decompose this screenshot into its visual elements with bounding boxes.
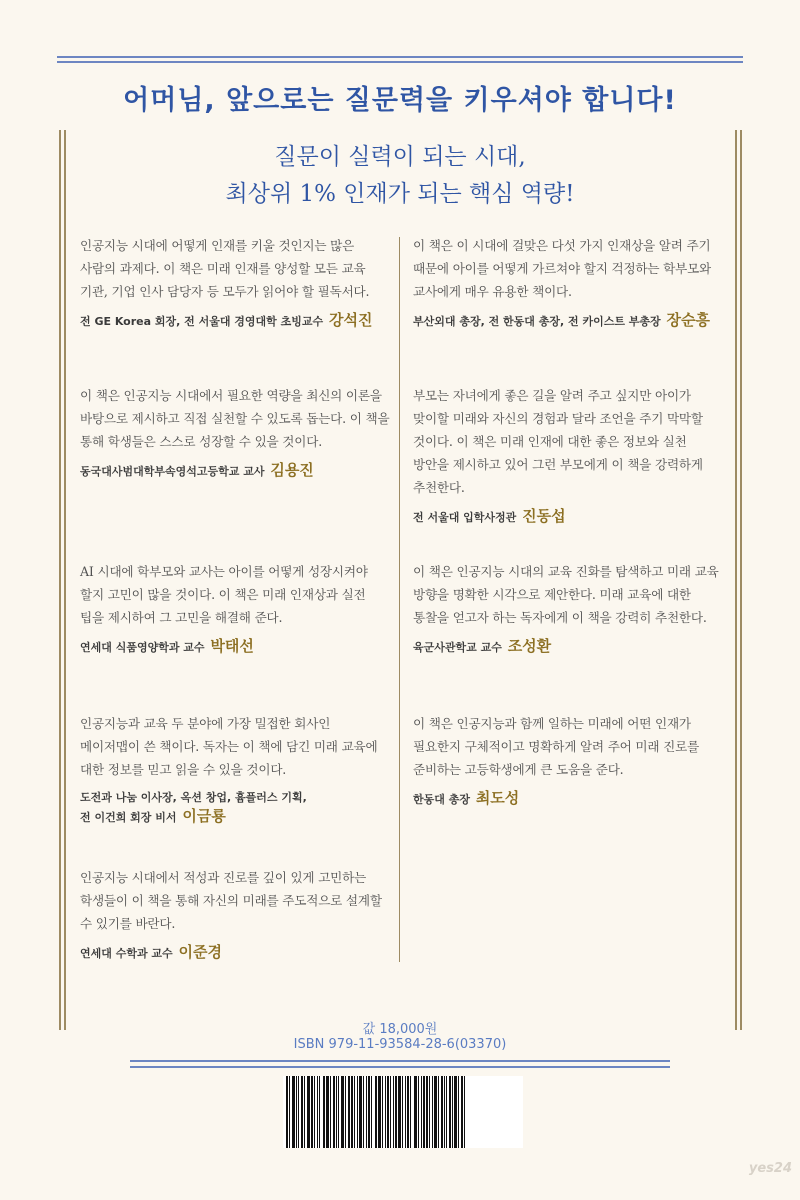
barcode-bar: [395, 1076, 397, 1148]
barcode-bar: [292, 1076, 295, 1148]
barcode-bar: [307, 1076, 310, 1148]
blurb-author-name: 김용진: [270, 461, 314, 479]
top-rule-upper: [57, 56, 743, 58]
barcode-bar: [317, 1076, 318, 1148]
barcode-bar: [454, 1076, 457, 1148]
barcode-bar: [426, 1076, 428, 1148]
blurb-author-name: 이준경: [178, 943, 222, 961]
blurb-text: 이 책은 인공지능 시대에서 필요한 역량을 최신의 이론을 바탕으로 제시하고 직접 실천할 수 있도록 돕는다. 이 책을 통해 학생들은 스스로 성장할 수 있을 것이다.: [80, 388, 390, 449]
blurb-text: 부모는 자녀에게 좋은 길을 알려 주고 싶지만 아이가 맞이할 미래와 자신의 경험과 달라 조언을 주기 막막할 것이다. 이 책은 미래 인재에 대한 좋은 정보와 실천 방안을 제시하고 있어 그런 부모에게 이 책을 강력하게 추천한다.: [413, 388, 703, 495]
blurb-author-name: 장순흥: [666, 311, 711, 329]
barcode-bar: [410, 1076, 411, 1148]
blurb-attribution: [80, 943, 390, 963]
watermark-logo: yes24: [748, 1161, 792, 1176]
blurb-right-3: [413, 560, 723, 657]
blurb-role: 연세대 수학과 교수: [80, 947, 173, 960]
barcode-bar: [385, 1076, 386, 1148]
blurb-author-name: 조성환: [507, 637, 552, 655]
barcode-bar: [407, 1076, 409, 1148]
barcode-bar: [345, 1076, 346, 1148]
blurb-text: 인공지능 시대에서 적성과 진로를 깊이 있게 고민하는 학생들이 이 책을 통해 자신의 미래를 주도적으로 설계할 수 있기를 바란다.: [80, 870, 382, 931]
barcode-bar: [323, 1076, 325, 1148]
barcode-bar: [378, 1076, 381, 1148]
barcode-bar: [326, 1076, 329, 1148]
barcode-bar: [368, 1076, 370, 1148]
blurb-text: 인공지능과 교육 두 분야에 가장 밀접한 회사인 메이저맵이 쓴 책이다. 독자는 이 책에 담긴 미래 교육에 대한 정보를 믿고 읽을 수 있을 것이다.: [80, 716, 378, 777]
barcode-bar: [429, 1076, 430, 1148]
blurb-text: 인공지능 시대에 어떻게 인재를 키울 것인지는 많은 사람의 과제다. 이 책은 미래 인재를 양성할 모든 교육 기관, 기업 인사 담당자 등 모두가 읽어야 할 필독서다.: [80, 238, 370, 299]
blurb-attribution: [80, 637, 390, 657]
blurb-role-line-1: 도전과 나눔 이사장, 옥션 창업, 흄플러스 기획,: [80, 791, 307, 804]
blurb-author-name: 강석진: [328, 311, 373, 329]
blurb-author-name: 이금룡: [182, 807, 226, 825]
barcode-bar: [366, 1076, 367, 1148]
barcode-bar: [363, 1076, 364, 1148]
barcode-bar: [286, 1076, 288, 1148]
blurb-role: 동국대사범대학부속영석고등학교 교사: [80, 465, 265, 478]
barcode-bar: [398, 1076, 401, 1148]
blurb-right-2: [413, 384, 723, 527]
blurb-right-1: [413, 234, 723, 331]
blurb-right-4: [413, 712, 723, 809]
barcode-bar: [393, 1076, 394, 1148]
barcode-bar: [434, 1076, 437, 1148]
barcode-bar: [333, 1076, 335, 1148]
barcode-bar: [421, 1076, 422, 1148]
isbn-label: ISBN 979-11-93584-28-6(03370): [293, 1037, 507, 1052]
isbn-barcode: [283, 1076, 523, 1148]
frame-left-inner: [64, 130, 66, 1030]
barcode-bar: [311, 1076, 313, 1148]
blurb-role: 육군사관학교 교수: [413, 641, 502, 654]
barcode-bar: [461, 1076, 463, 1148]
blurb-left-2: [80, 384, 390, 481]
barcode-bar: [341, 1076, 344, 1148]
barcode-bar: [464, 1076, 465, 1148]
barcode-bar: [446, 1076, 447, 1148]
blurb-role: 전 GE Korea 회장, 전 서울대 경영대학 초빙교수: [80, 315, 324, 328]
blurb-author-name: 박태선: [210, 637, 254, 655]
blurb-text: 이 책은 인공지능과 함께 일하는 미래에 어떤 인재가 필요한지 구체적이고 명확하게 알려 주어 미래 진로를 준비하는 고등학생에게 큰 도움을 준다.: [413, 716, 700, 777]
barcode-bar: [452, 1076, 453, 1148]
blurb-author-name: 최도성: [475, 789, 520, 807]
blurb-left-3: [80, 560, 390, 657]
barcode-bar: [390, 1076, 391, 1148]
barcode-bar: [382, 1076, 383, 1148]
bottom-rule-lower: [130, 1066, 670, 1068]
blurb-left-5: [80, 866, 390, 963]
top-rule-lower: [57, 61, 743, 63]
barcode-bar: [314, 1076, 315, 1148]
blurb-role: 한동대 총장: [413, 793, 470, 806]
center-divider: [399, 237, 400, 962]
barcode-bar: [357, 1076, 358, 1148]
barcode-bar: [423, 1076, 425, 1148]
barcode-bar: [458, 1076, 459, 1148]
barcode-bar: [336, 1076, 337, 1148]
blurb-role: 전 이건희 회장 비서: [80, 811, 177, 824]
barcode-bar: [330, 1076, 331, 1148]
barcode-bar: [414, 1076, 417, 1148]
barcode-bar: [432, 1076, 433, 1148]
barcode-bar: [296, 1076, 297, 1148]
barcode-bar: [441, 1076, 443, 1148]
barcode-bar: [375, 1076, 377, 1148]
barcode-bar: [338, 1076, 339, 1148]
bottom-rule-upper: [130, 1060, 670, 1062]
barcode-bar: [348, 1076, 350, 1148]
blurb-role: 전 서울대 입학사정관: [413, 511, 517, 524]
blurb-attribution: [413, 789, 723, 809]
barcode-bar: [418, 1076, 419, 1148]
barcode-bar: [319, 1076, 320, 1148]
blurb-role: 연세대 식품영양학과 교수: [80, 641, 205, 654]
blurb-text: 이 책은 인공지능 시대의 교육 진화를 탐색하고 미래 교육 방향을 명확한 시각으로 제안한다. 미래 교육에 대한 통찰을 얻고자 하는 독자에게 이 책을 강력히 추천한다.: [413, 564, 719, 625]
barcode-bar: [301, 1076, 303, 1148]
blurb-text: 이 책은 이 시대에 걸맞은 다섯 가지 인재상을 알려 주기 때문에 아이를 어떻게 가르쳐야 할지 걱정하는 학부모와 교사에게 매우 유용한 책이다.: [413, 238, 712, 299]
blurb-left-4: [80, 712, 390, 827]
blurb-attribution: [80, 461, 390, 481]
blurb-role: 부산외대 총장, 전 한동대 총장, 전 카이스트 부총장: [413, 315, 661, 328]
blurb-attribution: [80, 311, 390, 331]
blurb-author-name: 진동섭: [522, 507, 566, 525]
blurb-attribution: [413, 507, 723, 527]
barcode-bar: [359, 1076, 362, 1148]
barcode-bar: [371, 1076, 372, 1148]
barcode-bar: [438, 1076, 439, 1148]
blurb-attribution: [413, 637, 723, 657]
frame-right-inner: [735, 130, 737, 1030]
frame-right-outer: [740, 130, 742, 1030]
blurb-attribution: [413, 311, 723, 331]
barcode-bar: [387, 1076, 389, 1148]
blurb-text: AI 시대에 학부모와 교사는 아이를 어떻게 성장시켜야 할지 고민이 많을 것이다. 이 책은 미래 인재상과 실전 팁을 제시하여 그 고민을 해결해 준다.: [80, 564, 368, 625]
barcode-bar: [351, 1076, 353, 1148]
headline: 어머님, 앞으로는 질문력을 키우셔야 합니다!: [123, 85, 677, 116]
blurb-left-1: [80, 234, 390, 331]
barcode-bar: [354, 1076, 355, 1148]
barcode-bar: [304, 1076, 305, 1148]
barcode-bar: [289, 1076, 290, 1148]
price-label: 값 18,000원: [362, 1022, 438, 1037]
barcode-bar: [449, 1076, 451, 1148]
barcode-bar: [298, 1076, 299, 1148]
subheading-line-1: 질문이 실력이 되는 시대,: [274, 144, 526, 170]
barcode-bar: [444, 1076, 445, 1148]
frame-left-outer: [59, 130, 61, 1030]
blurb-attribution: [80, 789, 390, 827]
barcode-bar: [405, 1076, 406, 1148]
subheading-line-2: 최상위 1% 인재가 되는 핵심 역량!: [225, 181, 575, 207]
barcode-bar: [402, 1076, 403, 1148]
